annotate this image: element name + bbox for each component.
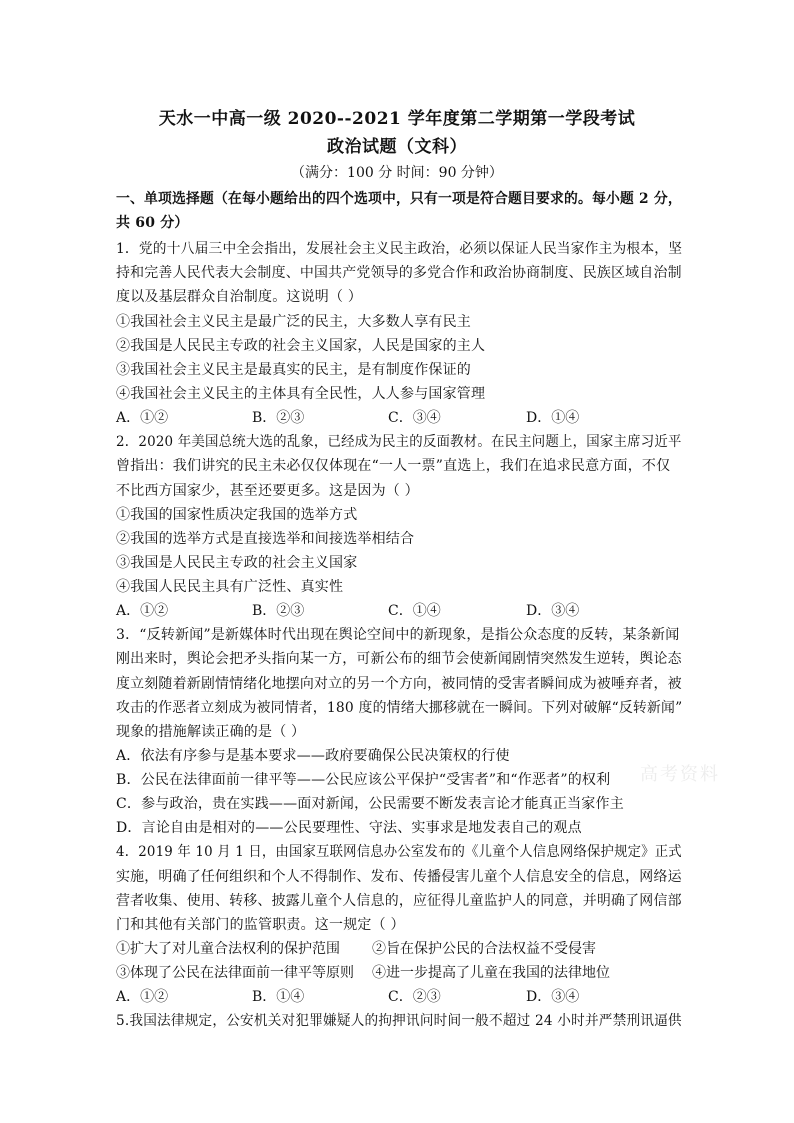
q4-stem-line: 门和其他有关部门的监管职责。这一规定（ ） xyxy=(116,917,405,933)
q4-option-c: C．②③ xyxy=(388,989,441,1005)
q4-option-d: D．③④ xyxy=(526,989,580,1005)
q3-choice-a: A．依法有序参与是基本要求——政府要确保公民决策权的行使 xyxy=(116,748,510,764)
q4-item: ①扩大了对儿童合法权利的保护范围 xyxy=(116,941,340,957)
q2-item: ④我国人民民主具有广泛性、真实性 xyxy=(116,579,344,595)
q3-stem-line: 度立刻随着新剧情情绪化地摆向对立的另一个方向，被同情的受害者瞬间成为被唾弃者，被 xyxy=(116,676,682,692)
q1-option-d: D．①④ xyxy=(526,410,580,426)
watermark: 高考资料 xyxy=(640,764,720,785)
q2-item: ②我国的选举方式是直接选举和间接选举相结合 xyxy=(116,531,415,547)
q3-stem-line: 刚出来时，舆论会把矛头指向某一方，可新公布的细节会使新闻剧情突然发生逆转，舆论态 xyxy=(116,651,682,667)
q2-option-a: A．①② xyxy=(116,603,169,619)
q1-options xyxy=(116,407,682,427)
exam-meta: （满分：100 分 时间：90 分钟） xyxy=(291,165,503,181)
q3-choice-b: B．公民在法律面前一律平等——公民应该公平保护“受害者”和“作恶者”的权利 xyxy=(116,772,611,788)
q1-option-c: C．③④ xyxy=(388,410,441,426)
q4-options xyxy=(116,986,682,1006)
q4-stem-line: 4．2019 年 10 月 1 日，由国家互联网信息办公室发布的《儿童个人信息网络保护规定》正式 xyxy=(116,844,682,860)
q1-item: ④我国社会主义民主的主体具有全民性，人人参与国家管理 xyxy=(116,386,486,402)
q1-item: ②我国是人民民主专政的社会主义国家，人民是国家的主人 xyxy=(116,338,486,354)
q4-item: ③体现了公民在法律面前一律平等原则 xyxy=(116,965,354,981)
q1-stem-line: 度以及基层群众自治制度。这说明（ ） xyxy=(116,289,363,305)
q4-item: ④进一步提高了儿童在我国的法律地位 xyxy=(372,965,610,981)
q4-option-b: B．①④ xyxy=(252,989,305,1005)
q2-stem-line: 曾指出：我们讲究的民主未必仅仅体现在“一人一票”直选上，我们在追求民意方面，不仅 xyxy=(116,458,671,474)
section-heading-cont: 共 60 分） xyxy=(116,215,189,231)
q3-choice-d: D．言论自由是相对的——公民要理性、守法、实事求是地发表自己的观点 xyxy=(116,820,582,836)
q3-choice-c: C．参与政治，贵在实践——面对新闻，公民需要不断发表言论才能真正当家作主 xyxy=(116,796,624,812)
q5-stem-line: 5.我国法律规定，公安机关对犯罪嫌疑人的拘押讯问时间一般不超过 24 小时并严禁刑讯逼供 xyxy=(116,1013,682,1029)
q2-stem-line: 不比西方国家少，甚至还要更多。这是因为（ ） xyxy=(116,483,419,499)
q2-option-d: D．③④ xyxy=(526,603,580,619)
section-heading: 一、单项选择题（在每小题给出的四个选项中，只有一项是符合题目要求的。每小题 2 分， xyxy=(116,191,682,207)
q2-item: ①我国的国家性质决定我国的选举方式 xyxy=(116,507,358,523)
q4-item: ②旨在保护公民的合法权益不受侵害 xyxy=(372,941,596,957)
q4-stem-line: 实施，明确了任何组织和个人不得制作、发布、传播侵害儿童个人信息安全的信息，网络运 xyxy=(116,869,682,885)
q3-stem-line: 攻击的作恶者立刻成为被同情者，180 度的情绪大挪移就在一瞬间。下列对破解“反转新闻” xyxy=(116,700,683,716)
q4-items-row xyxy=(116,962,682,982)
q1-stem-line: 持和完善人民代表大会制度、中国共产党领导的多党合作和政治协商制度、民族区域自治制 xyxy=(116,265,682,281)
q2-item: ③我国是人民民主专政的社会主义国家 xyxy=(116,555,358,571)
q1-option-a: A．①② xyxy=(116,410,169,426)
exam-subtitle: 政治试题（文科） xyxy=(327,137,467,157)
q3-stem-line: 3．“反转新闻”是新媒体时代出现在舆论空间中的新现象，是指公众态度的反转，某条新闻 xyxy=(116,627,680,643)
q1-stem-line: 1．党的十八届三中全会指出，发展社会主义民主政治，必须以保证人民当家作主为根本，坚 xyxy=(116,241,683,257)
q2-options xyxy=(116,600,682,620)
q1-item: ③我国社会主义民主是最真实的民主，是有制度作保证的 xyxy=(116,362,471,378)
q2-stem-line: 2．2020 年美国总统大选的乱象，已经成为民主的反面教材。在民主问题上，国家主席习近平 xyxy=(116,434,682,450)
q1-item: ①我国社会主义民主是最广泛的民主，大多数人享有民主 xyxy=(116,314,471,330)
q2-option-b: B．②③ xyxy=(252,603,305,619)
q2-option-c: C．①④ xyxy=(388,603,441,619)
exam-title: 天水一中高一级 2020--2021 学年度第二学期第一学段考试 xyxy=(158,109,636,129)
q4-stem-line: 营者收集、使用、转移、披露儿童个人信息的，应征得儿童监护人的同意，并明确了网信部 xyxy=(116,893,682,909)
q4-option-a: A．①② xyxy=(116,989,169,1005)
q3-stem-line: 现象的措施解读正确的是（ ） xyxy=(116,724,306,740)
q4-items-row xyxy=(116,938,682,958)
q1-option-b: B．②③ xyxy=(252,410,305,426)
